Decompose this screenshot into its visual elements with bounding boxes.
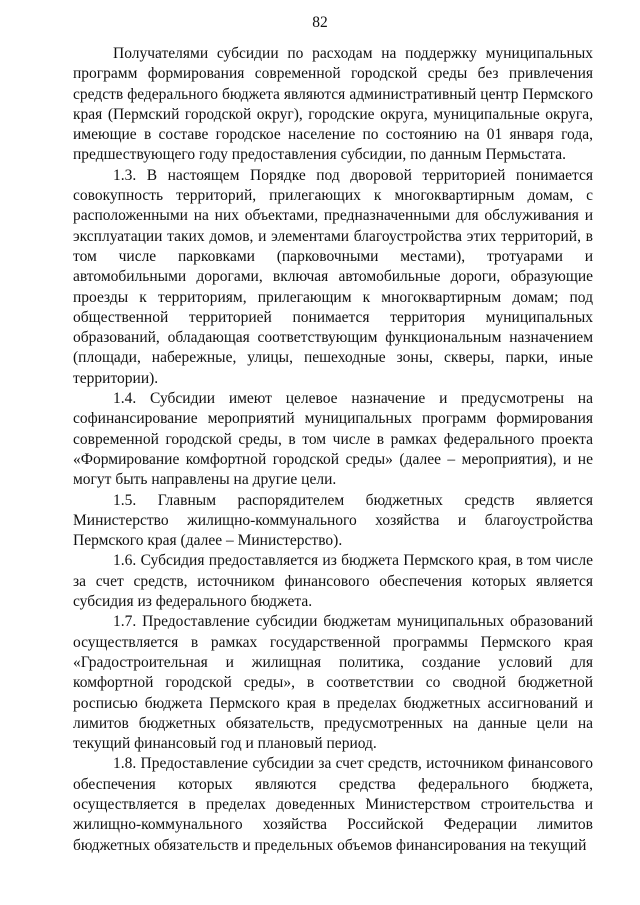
document-body (73, 44, 593, 856)
page-number: 82 (312, 14, 328, 31)
paragraph-1-3: 1.3. В настоящем Порядке под дворовой территорией понимается совокупность территорий, прилегающих к многоквартирным домам, с расположенными на них объектами, предназначенными для обслуживания и эксплуатации таких домов, и элементами благоустройства этих территорий, в том числе парковками (парковочными местами), тротуарами и автомобильными дорогами, включая автомобильные дороги, образующие проезды к территориям, прилегающим к многоквартирным домам; под общественной территорией понимается территория муниципальных образований, обладающая соответствующим функциональным назначением (площади, набережные, улицы, пешеходные зоны, скверы, парки, иные территории). (73, 166, 593, 387)
paragraph-recipients: Получателями субсидии по расходам на поддержку муниципальных программ формирования современной городской среды без привлечения средств федерального бюджета являются административный центр Пермского края (Пермский городской округ), городские округа, муниципальные округа, имеющие в составе городское население по состоянию на 01 января года, предшествующего году предоставления субсидии, по данным Пермьстата. (73, 45, 593, 164)
paragraph-1-6: 1.6. Субсидия предоставляется из бюджета Пермского края, в том числе за счет средств, источником финансового обеспечения которых является субсидия из федерального бюджета. (73, 552, 593, 611)
paragraph-1-7: 1.7. Предоставление субсидии бюджетам муниципальных образований осуществляется в рамках государственной программы Пермского края «Градостроительная и жилищная политика, создание условий для комфортной городской среды», в соответствии со сводной бюджетной росписью бюджета Пермского края в пределах бюджетных ассигнований и лимитов бюджетных обязательств, предусмотренных на данные цели на текущий финансовый год и плановый период. (73, 613, 593, 753)
paragraph-1-5: 1.5. Главным распорядителем бюджетных средств является Министерство жилищно-коммунального хозяйства и благоустройства Пермского края (далее – Министерство). (73, 491, 593, 550)
paragraph-1-8: 1.8. Предоставление субсидии за счет средств, источником финансового обеспечения которых являются средства федерального бюджета, осуществляется в пределах доведенных Министерством строительства и жилищно-коммунального хозяйства Российской Федерации лимитов бюджетных обязательств и предельных объемов финансирования на текущий (73, 755, 593, 854)
paragraph-1-4: 1.4. Субсидии имеют целевое назначение и предусмотрены на софинансирование мероприятий муниципальных программ формирования современной городской среды, в том числе в рамках федерального проекта «Формирование комфортной городской среды» (далее – мероприятия), и не могут быть направлены на другие цели. (73, 390, 593, 489)
